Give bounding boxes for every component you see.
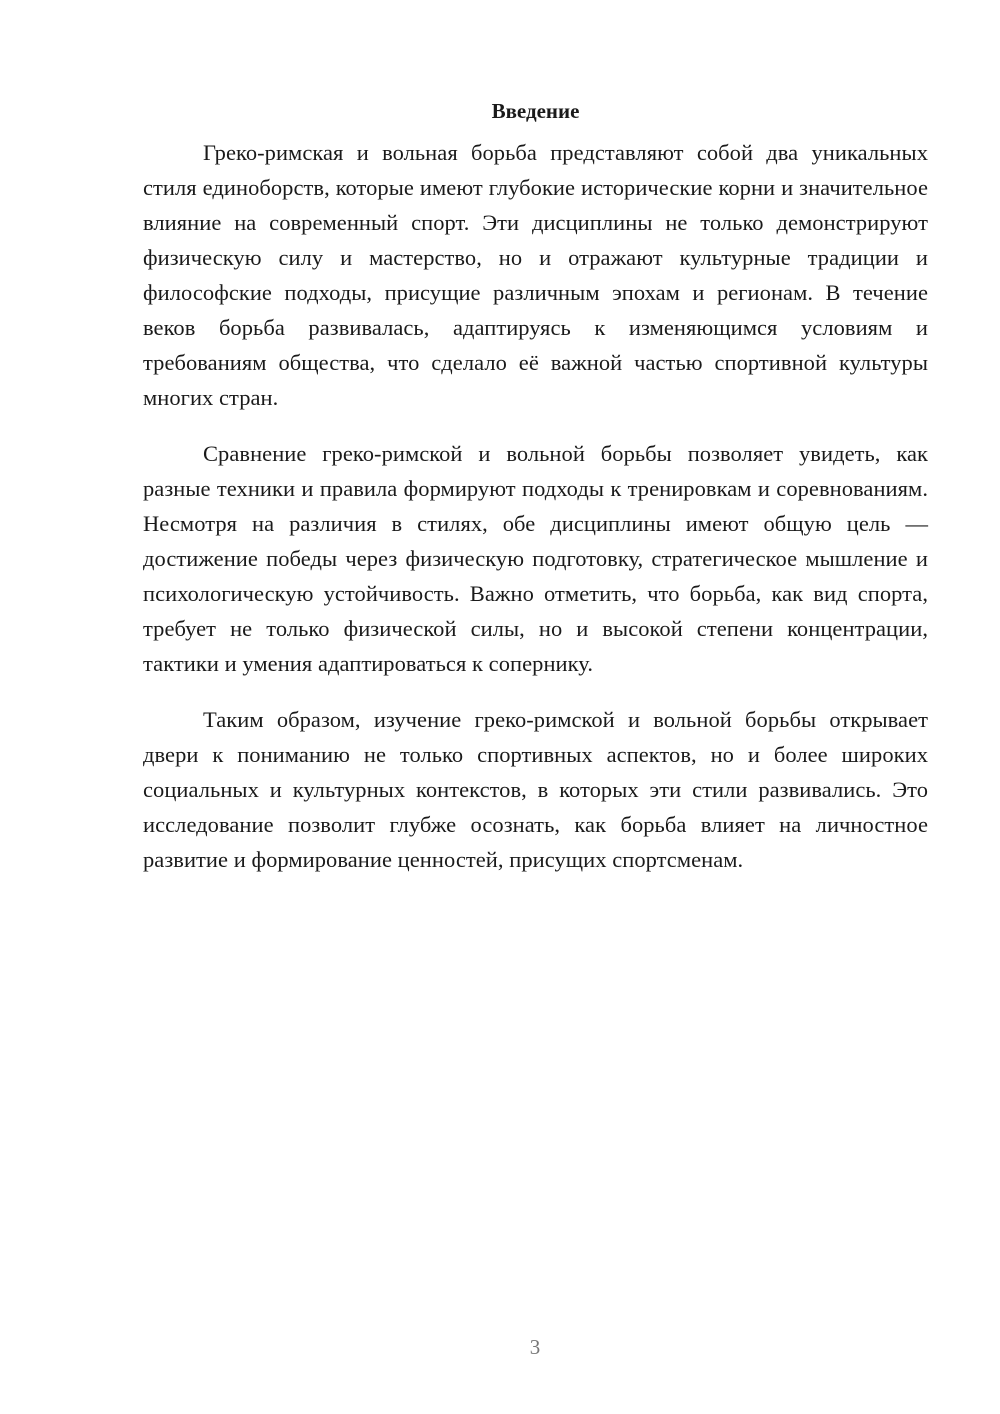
- page-number: 3: [529, 1335, 541, 1359]
- paragraph-intro: Греко-римская и вольная борьба представляют собой два уникальных стиля единоборств, которые имеют глубокие исторические корни и значительное влияние на современный спорт. Эти дисциплины не только демонстрируют физическую силу и мастерство, но и отражают культурные традиции и философские подходы, присущие различным эпохам и регионам. В течение веков борьба развивалась, адаптируясь к изменяющимся условиям и требованиям общества, что сделало её важной частью спортивной культуры многих стран.: [143, 140, 928, 410]
- section-heading: Введение: [491, 99, 580, 123]
- paragraph-comparison: Сравнение греко-римской и вольной борьбы позволяет увидеть, как разные техники и правила формируют подходы к тренировкам и соревнованиям. Несмотря на различия в стилях, обе дисциплины имеют общую цель — достижение победы через физическую подготовку, стратегическое мышление и психологическую устойчивость. Важно отметить, что борьба, как вид спорта, требует не только физической силы, но и высокой степени концентрации, тактики и умения адаптироваться к сопернику.: [143, 441, 928, 676]
- paragraph-conclusion: Таким образом, изучение греко-римской и вольной борьбы открывает двери к пониманию не только спортивных аспектов, но и более широких социальных и культурных контекстов, в которых эти стили развивались. Это исследование позволит глубже осознать, как борьба влияет на личностное развитие и формирование ценностей, присущих спортсменам.: [143, 707, 928, 872]
- page-content: [143, 96, 928, 898]
